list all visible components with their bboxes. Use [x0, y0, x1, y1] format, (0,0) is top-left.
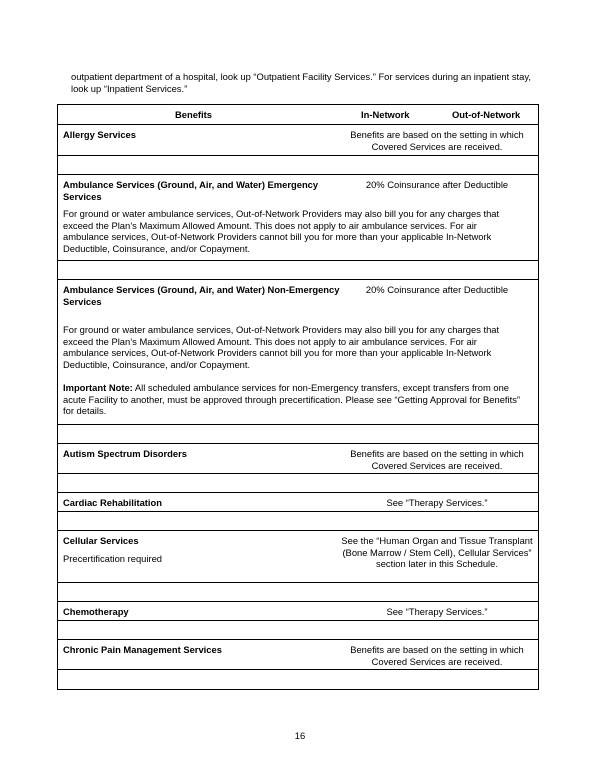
benefit-value: See “Therapy Services.” [386, 606, 488, 617]
table-row-ambulance-non-emergency [58, 280, 538, 425]
table-row-chemotherapy [58, 602, 538, 621]
benefit-name: Cellular Services [63, 535, 139, 546]
benefit-description: For ground or water ambulance services, Out-of-Network Providers may also bill you for any charges that exceed the Plan’s Maximum Allowed Amount. This does not apply to air ambulance services. For air ambulance services, Out-of-Network Providers cannot bill you for more than your applicable In-Network Deductible, Coinsurance, and/or Copayment. [63, 208, 500, 254]
table-row-allergy [58, 125, 538, 156]
header-benefits: Benefits [175, 109, 212, 120]
benefit-value: Benefits are based on the setting in which Covered Services are received. [350, 644, 524, 667]
spacer-row [58, 156, 538, 175]
benefit-name: Chronic Pain Management Services [63, 644, 222, 655]
table-row-cellular [58, 531, 538, 583]
important-note-text: All scheduled ambulance services for non-Emergency transfers, except transfers from one acute Facility to another, must be approved through precertification. Please see “Getting Approval for Benefits” for details. [63, 382, 521, 417]
benefit-value: Benefits are based on the setting in which Covered Services are received. [350, 129, 524, 152]
benefit-name: Allergy Services [63, 129, 136, 140]
benefit-value: See “Therapy Services.” [386, 497, 488, 508]
important-note-label: Important Note: [63, 382, 133, 393]
spacer-row [58, 425, 538, 444]
header-in-network: In-Network [361, 109, 410, 120]
table-row-chronic-pain [58, 640, 538, 670]
table-header [58, 105, 538, 125]
page-number: 16 [294, 730, 306, 741]
important-note [63, 382, 525, 417]
header-out-of-network: Out-of-Network [452, 109, 521, 120]
table-row-cardiac [58, 493, 538, 512]
benefit-name: Autism Spectrum Disorders [63, 448, 187, 459]
table-row-autism [58, 444, 538, 474]
benefit-value: 20% Coinsurance after Deductible [365, 284, 509, 295]
benefit-name: Chemotherapy [63, 606, 129, 617]
benefit-name: Ambulance Services (Ground, Air, and Water) Emergency Services [63, 179, 319, 202]
benefit-value: See the “Human Organ and Tissue Transplant (Bone Marrow / Stem Cell), Cellular Services” section later in this Schedule. [341, 535, 533, 570]
benefit-description: For ground or water ambulance services, Out-of-Network Providers may also bill you for any charges that exceed the Plan’s Maximum Allowed Amount. This does not apply to air ambulance services. For air ambulance services, Out-of-Network Providers cannot bill you for more than your applicable In-Network Deductible, Coinsurance, and/or Copayment. [63, 324, 500, 370]
table-row-ambulance-emergency [58, 175, 538, 261]
spacer-row [58, 670, 538, 689]
benefits-table [57, 104, 539, 690]
benefit-name: Cardiac Rehabilitation [63, 497, 162, 508]
spacer-row [58, 474, 538, 493]
intro-paragraph: outpatient department of a hospital, look up “Outpatient Facility Services.” For services during an inpatient stay, look up “Inpatient Services.” [71, 71, 531, 94]
benefit-value: 20% Coinsurance after Deductible [365, 179, 509, 190]
spacer-row [58, 583, 538, 602]
spacer-row [58, 261, 538, 280]
benefit-subnote: Precertification required [63, 553, 163, 564]
benefit-name: Ambulance Services (Ground, Air, and Water) Non-Emergency Services [63, 284, 340, 307]
spacer-row [58, 621, 538, 640]
benefit-value: Benefits are based on the setting in which Covered Services are received. [350, 448, 524, 471]
spacer-row [58, 512, 538, 531]
